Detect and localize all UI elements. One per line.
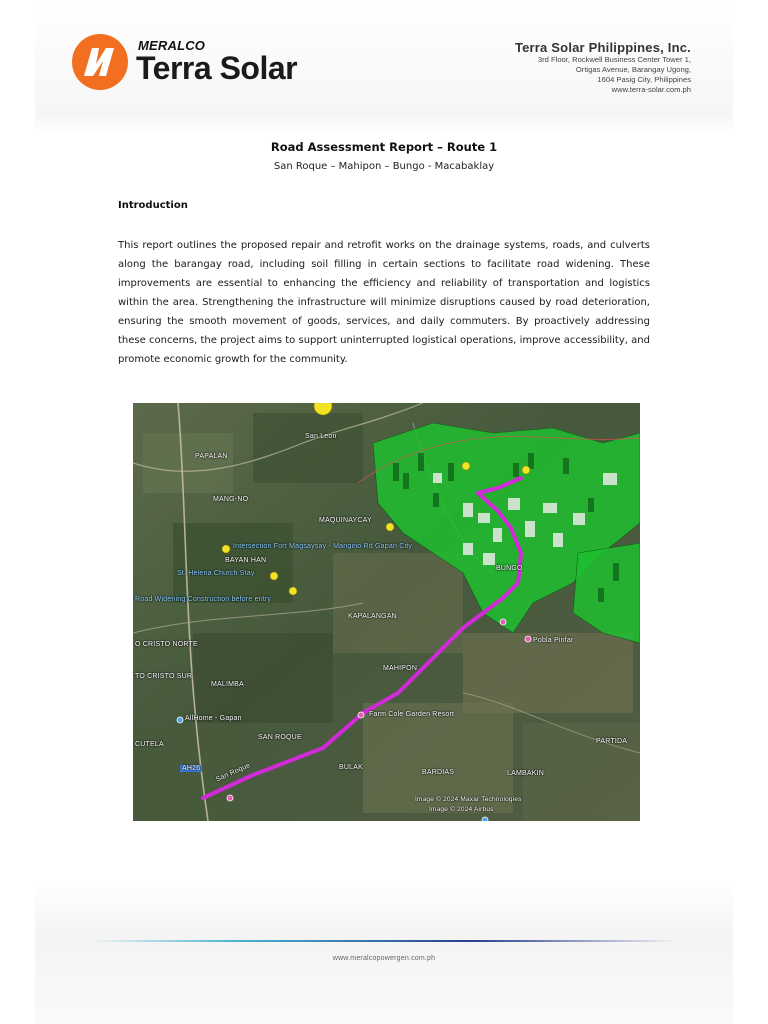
company-website: www.terra-solar.com.ph — [611, 85, 691, 94]
address-line: 3rd Floor, Rockwell Business Center Tower 1, — [537, 55, 691, 64]
map-poi-label: Pobla Pinfar — [533, 637, 574, 644]
footer-website-link[interactable]: www.meralcopowergen.com.ph — [332, 955, 436, 962]
map-place-label: O CRISTO NORTE — [135, 641, 198, 648]
map-place-label: SAN ROQUE — [258, 734, 302, 741]
map-place-label: LAMBAKIN — [507, 770, 544, 777]
logo-brand-text: MERALCO — [138, 38, 206, 53]
satellite-imagery — [133, 403, 640, 821]
map-place-label: San Leon — [305, 433, 337, 440]
map-place-label: BUNGO — [496, 565, 523, 572]
map-place-label: TO CRISTO SUR — [135, 673, 193, 680]
route-satellite-map — [133, 403, 640, 821]
address-line: Ortigas Avenue, Barangay Ugong, — [575, 65, 691, 74]
map-place-label: PARTIDA — [596, 738, 628, 745]
map-place-label: KAPALANGAN — [348, 613, 397, 620]
company-address-block — [515, 40, 691, 95]
map-poi-label: Intersection Fort Magsaysay - Mangino Rd Gapan City — [233, 543, 413, 550]
document-subtitle: San Roque – Mahipon – Bungo - Macabaklay — [273, 161, 495, 172]
map-place-label: CUTELA — [135, 741, 164, 748]
map-poi-label: Farm Cole Garden Resort — [369, 711, 455, 718]
company-name: Terra Solar Philippines, Inc. — [514, 40, 691, 55]
logo-name-text: Terra Solar — [136, 50, 298, 86]
footer-divider — [90, 940, 678, 942]
map-attribution: Image © 2024 Maxar Technologies — [415, 796, 522, 803]
road-label: San Roque — [215, 762, 252, 784]
highway-shield: AH26 — [182, 765, 201, 772]
map-poi-label: AllHome - Gapan — [185, 715, 242, 722]
section-heading-introduction: Introduction — [118, 200, 188, 211]
map-place-label: MAQUINAYCAY — [319, 517, 372, 524]
map-place-label: PAPALAN — [195, 453, 228, 460]
map-poi-label: Road Widening Construction before entry — [135, 596, 272, 603]
map-place-label: BARDIAS — [422, 769, 455, 776]
terra-solar-logo-icon — [72, 34, 128, 90]
map-place-label: BAYAN HAN — [225, 557, 267, 564]
introduction-paragraph: This report outlines the proposed repair and retrofit works on the drainage systems, roads, and culverts along the barangay road, including soil filling in certain sections to facilitate road widening. These improvements are essential to enhancing the efficiency and reliability of transportation and logistics within the area. Strengthening the infrastructure will minimize disruptions caused by road deterioration, ensuring the smooth movement of goods, services, and daily commuters. By proactively addressing these concerns, the project aims to support uninterrupted logistical operations, improve accessibility, and promote economic growth for the community. — [118, 240, 650, 365]
map-attribution: Image © 2024 Airbus — [429, 806, 494, 813]
map-place-label: MALIMBA — [211, 681, 244, 688]
map-place-label: MANG-NO — [213, 496, 249, 503]
map-place-label: MAHIPON — [383, 665, 418, 672]
map-place-label: BULAK — [339, 764, 363, 771]
meralco-terra-solar-logo — [72, 34, 322, 94]
document-title: Road Assessment Report – Route 1 — [270, 140, 498, 154]
footer-band — [35, 880, 733, 1024]
map-poi-label: St. Helena Church Stay — [177, 570, 255, 577]
address-line: 1604 Pasig City, Philippines — [597, 75, 691, 84]
